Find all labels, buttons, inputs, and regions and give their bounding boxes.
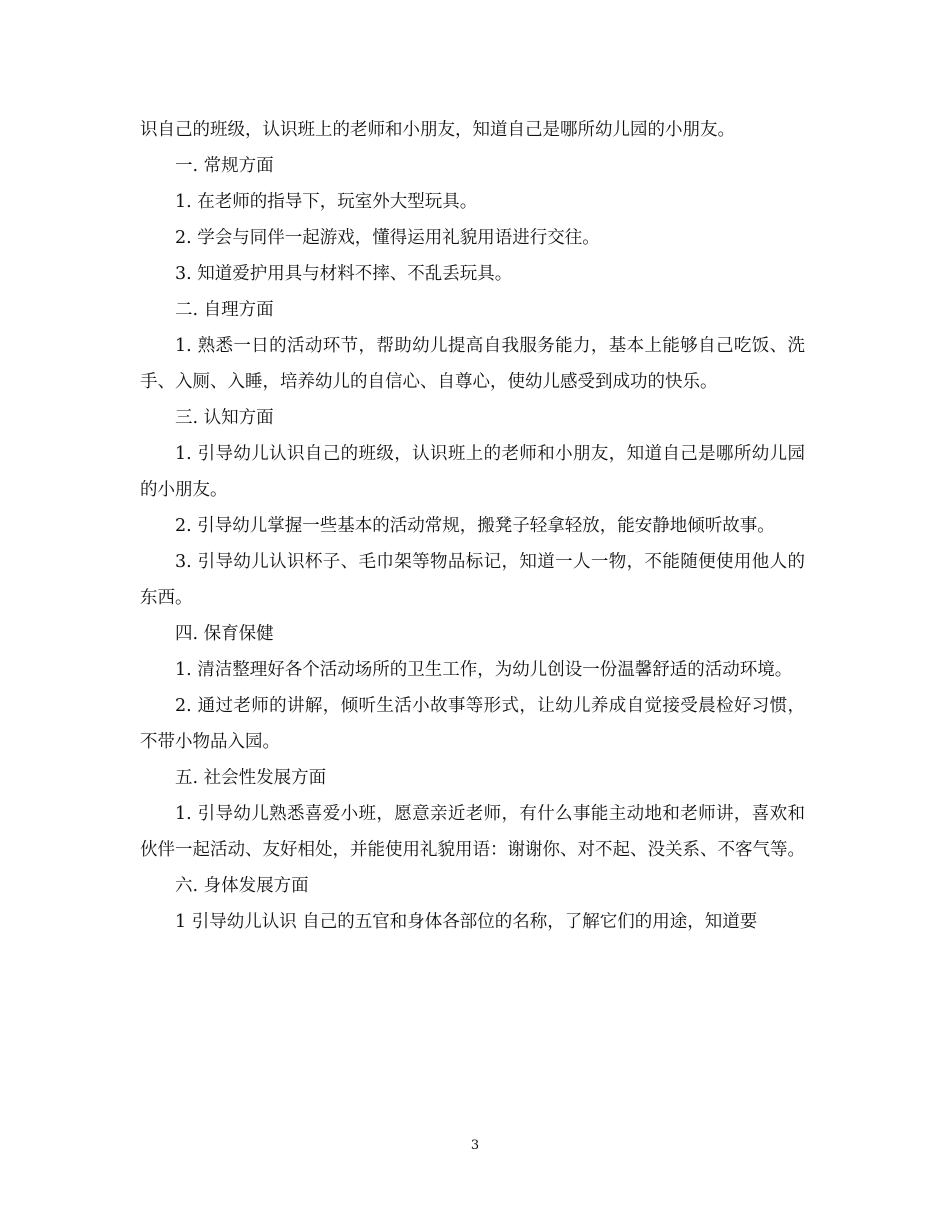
list-item: 2. 引导幼儿掌握一些基本的活动常规，搬凳子轻拿轻放，能安静地倾听故事。 [175, 516, 775, 536]
list-item: 1. 引导幼儿熟悉喜爱小班，愿意亲近老师，有什么事能主动地和老师讲，喜欢和伙伴一起活动、友好相处，并能使用礼貌用语：谢谢你、对不起、没关系、不客气等。 [140, 804, 805, 860]
section-heading-cognition: 三. 认知方面 [175, 408, 274, 428]
list-item: 3. 引导幼儿认识杯子、毛巾架等物品标记，知道一人一物，不能随便使用他人的东西。 [140, 552, 805, 608]
list-item: 2. 通过老师的讲解，倾听生活小故事等形式，让幼儿养成自觉接受晨检好习惯，不带小物品入园。 [140, 696, 805, 752]
list-item: 1 引导幼儿认识 自己的五官和身体各部位的名称，了解它们的用途，知道要 [175, 912, 758, 932]
list-item: 1. 熟悉一日的活动环节，帮助幼儿提高自我服务能力，基本上能够自己吃饭、洗手、入厕、入睡，培养幼儿的自信心、自尊心，使幼儿感受到成功的快乐。 [140, 336, 805, 392]
paragraph-continuation: 识自己的班级，认识班上的老师和小朋友，知道自己是哪所幼儿园的小朋友。 [140, 120, 735, 140]
list-item: 1. 在老师的指导下，玩室外大型玩具。 [175, 192, 478, 212]
section-heading-care-health: 四. 保育保健 [175, 624, 274, 644]
page-number: 3 [470, 1138, 480, 1153]
section-heading-routine: 一. 常规方面 [175, 156, 274, 176]
list-item: 3. 知道爱护用具与材料不摔、不乱丢玩具。 [175, 264, 513, 284]
document-body [140, 112, 805, 940]
section-heading-self-care: 二. 自理方面 [175, 300, 274, 320]
list-item: 2. 学会与同伴一起游戏，懂得运用礼貌用语进行交往。 [175, 228, 600, 248]
section-heading-social: 五. 社会性发展方面 [175, 768, 327, 788]
section-heading-physical: 六. 身体发展方面 [175, 876, 309, 896]
list-item: 1. 引导幼儿认识自己的班级，认识班上的老师和小朋友，知道自己是哪所幼儿园的小朋友。 [140, 444, 805, 500]
list-item: 1. 清洁整理好各个活动场所的卫生工作，为幼儿创设一份温馨舒适的活动环境。 [175, 660, 793, 680]
